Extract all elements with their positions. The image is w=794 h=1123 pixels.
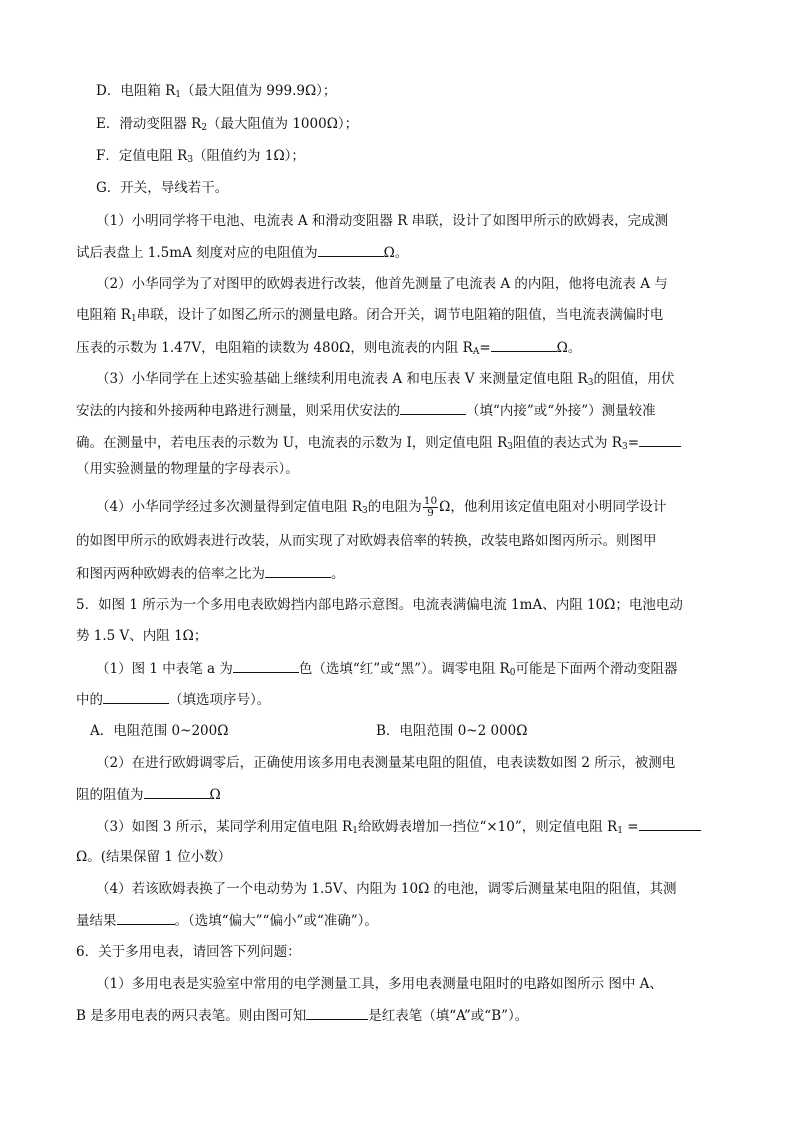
option-g: G．开关，导线若干。: [96, 180, 229, 196]
answer-blank[interactable]: [306, 1006, 368, 1020]
q5-part1-line2: 中的 （填选项序号）。: [76, 692, 271, 708]
q5-stem-line2: 势 1.5 V、内阻 1Ω；: [76, 628, 208, 644]
answer-blank[interactable]: [233, 659, 299, 673]
q5-part3-line2: Ω。(结果保留 1 位小数）: [76, 849, 232, 865]
answer-blank[interactable]: [639, 817, 701, 831]
answer-blank[interactable]: [144, 785, 210, 799]
q4-part4-line3: 和图丙两种欧姆表的倍率之比为 。: [76, 566, 345, 582]
answer-blank[interactable]: [639, 433, 681, 447]
q5-part2-line1: （2）在进行欧姆调零后，正确使用该多用电表测量某电阻的阻值，电表读数如图 2 所示，被测电: [96, 755, 676, 771]
q5-part2-line2: 阻的阻值为 Ω: [76, 787, 221, 803]
q6-part1-line1: （1）多用电表是实验室中常用的电学测量工具，多用电表测量电阻时的电路如图所示 图中 A、: [96, 976, 663, 992]
q5-part4-line2: 量结果 。（选填“偏大”“偏小”或“准确”）。: [76, 913, 378, 929]
q6-part1-line2: B 是多用电表的两只表笔。则由图可知 是红表笔（填“A”或“B”）。: [76, 1008, 529, 1024]
q4-part4-line1: （4）小华同学经过多次测量得到定值电阻 $R_3$的电阻为 $\frac{10}{9}$ Ω，他利用该定值电阻对小明同学设计: [96, 495, 667, 519]
q4-part1-line2: 试后表盘上 1.5mA 刻度对应的电阻值为 Ω。: [76, 245, 409, 261]
q4-part1-line1: （1）小明同学将干电池、电流表 A 和滑动变阻器 R 串联，设计了如图甲所示的欧姆表，完成测: [96, 213, 669, 229]
q4-part4-line2: 的如图甲所示的欧姆表进行改装，从而实现了对欧姆表倍率的转换，改装电路如图丙所示。则图甲: [76, 533, 657, 549]
q4-part3-line4: （用实验测量的物理量的字母表示）。: [76, 461, 299, 477]
q5-option-a: A．电阻范围 0~200Ω: [90, 723, 229, 739]
option-e: E．滑动变阻器 $R_2$（最大阻值为 1000Ω）；: [96, 116, 359, 133]
answer-blank[interactable]: [265, 564, 331, 578]
q5-part3-line1: （3）如图 3 所示，某同学利用定值电阻 $R_1$给欧姆表增加一挡位“×10”，则定值电阻 $R_1$ =: [96, 817, 701, 836]
fraction: $\frac{10}{9}$: [423, 495, 438, 519]
q4-part3-line2: 安法的内接和外接两种电路进行测量，则采用伏安法的 （填“内接”或“外接”）测量较准: [76, 403, 656, 419]
answer-blank[interactable]: [117, 911, 175, 925]
q4-part3-line1: （3）小华同学在上述实验基础上继续利用电流表 A 和电压表 V 来测量定值电阻 $R_3$的阻值，用伏: [96, 371, 675, 388]
q5-stem-line1: 5．如图 1 所示为一个多用电表欧姆挡内部电路示意图。电流表满偏电流 1mA、内阻 10Ω；电池电动: [76, 597, 683, 613]
q4-part2-line1: （2）小华同学为了对图甲的欧姆表进行改装，他首先测量了电流表 A 的内阻，他将电流表 A 与: [96, 276, 668, 292]
answer-blank[interactable]: [491, 338, 557, 352]
q5-part1-line1: （1）图 1 中表笔 a 为 色（选填“红”或“黑”）。调零电阻 $R_0$可能是下面两个滑动变阻器: [96, 661, 678, 678]
answer-blank[interactable]: [318, 243, 384, 257]
option-d: D．电阻箱 $R_1$（最大阻值为 999.9Ω）；: [96, 83, 337, 100]
q5-part4-line1: （4）若该欧姆表换了一个电动势为 1.5V、内阻为 10Ω 的电池，调零后测量某电阻的阻值，其测: [96, 881, 677, 897]
q4-part2-line2: 电阻箱 $R_1$串联，设计了如图乙所示的测量电路。闭合开关，调节电阻箱的阻值，当电流表满偏时电: [76, 307, 664, 324]
q4-part2-line3: 压表的示数为 1.47V，电阻箱的读数为 480Ω，则电流表的内阻 $R_A= \Omega$。: [76, 340, 582, 357]
answer-blank[interactable]: [400, 401, 466, 415]
q6-stem: 6．关于多用电表，请回答下列问题：: [76, 944, 301, 960]
answer-blank[interactable]: [103, 690, 169, 704]
q5-option-b: B．电阻范围 0~2 000Ω: [376, 723, 528, 739]
option-f: F．定值电阻 $R_3$（阻值约为 1Ω）；: [96, 148, 305, 165]
q4-part3-line3: 确。在测量中，若电压表的示数为 U，电流表的示数为 I，则定值电阻 $R_3$阻值的表达式为 $R_3=$: [76, 433, 681, 452]
